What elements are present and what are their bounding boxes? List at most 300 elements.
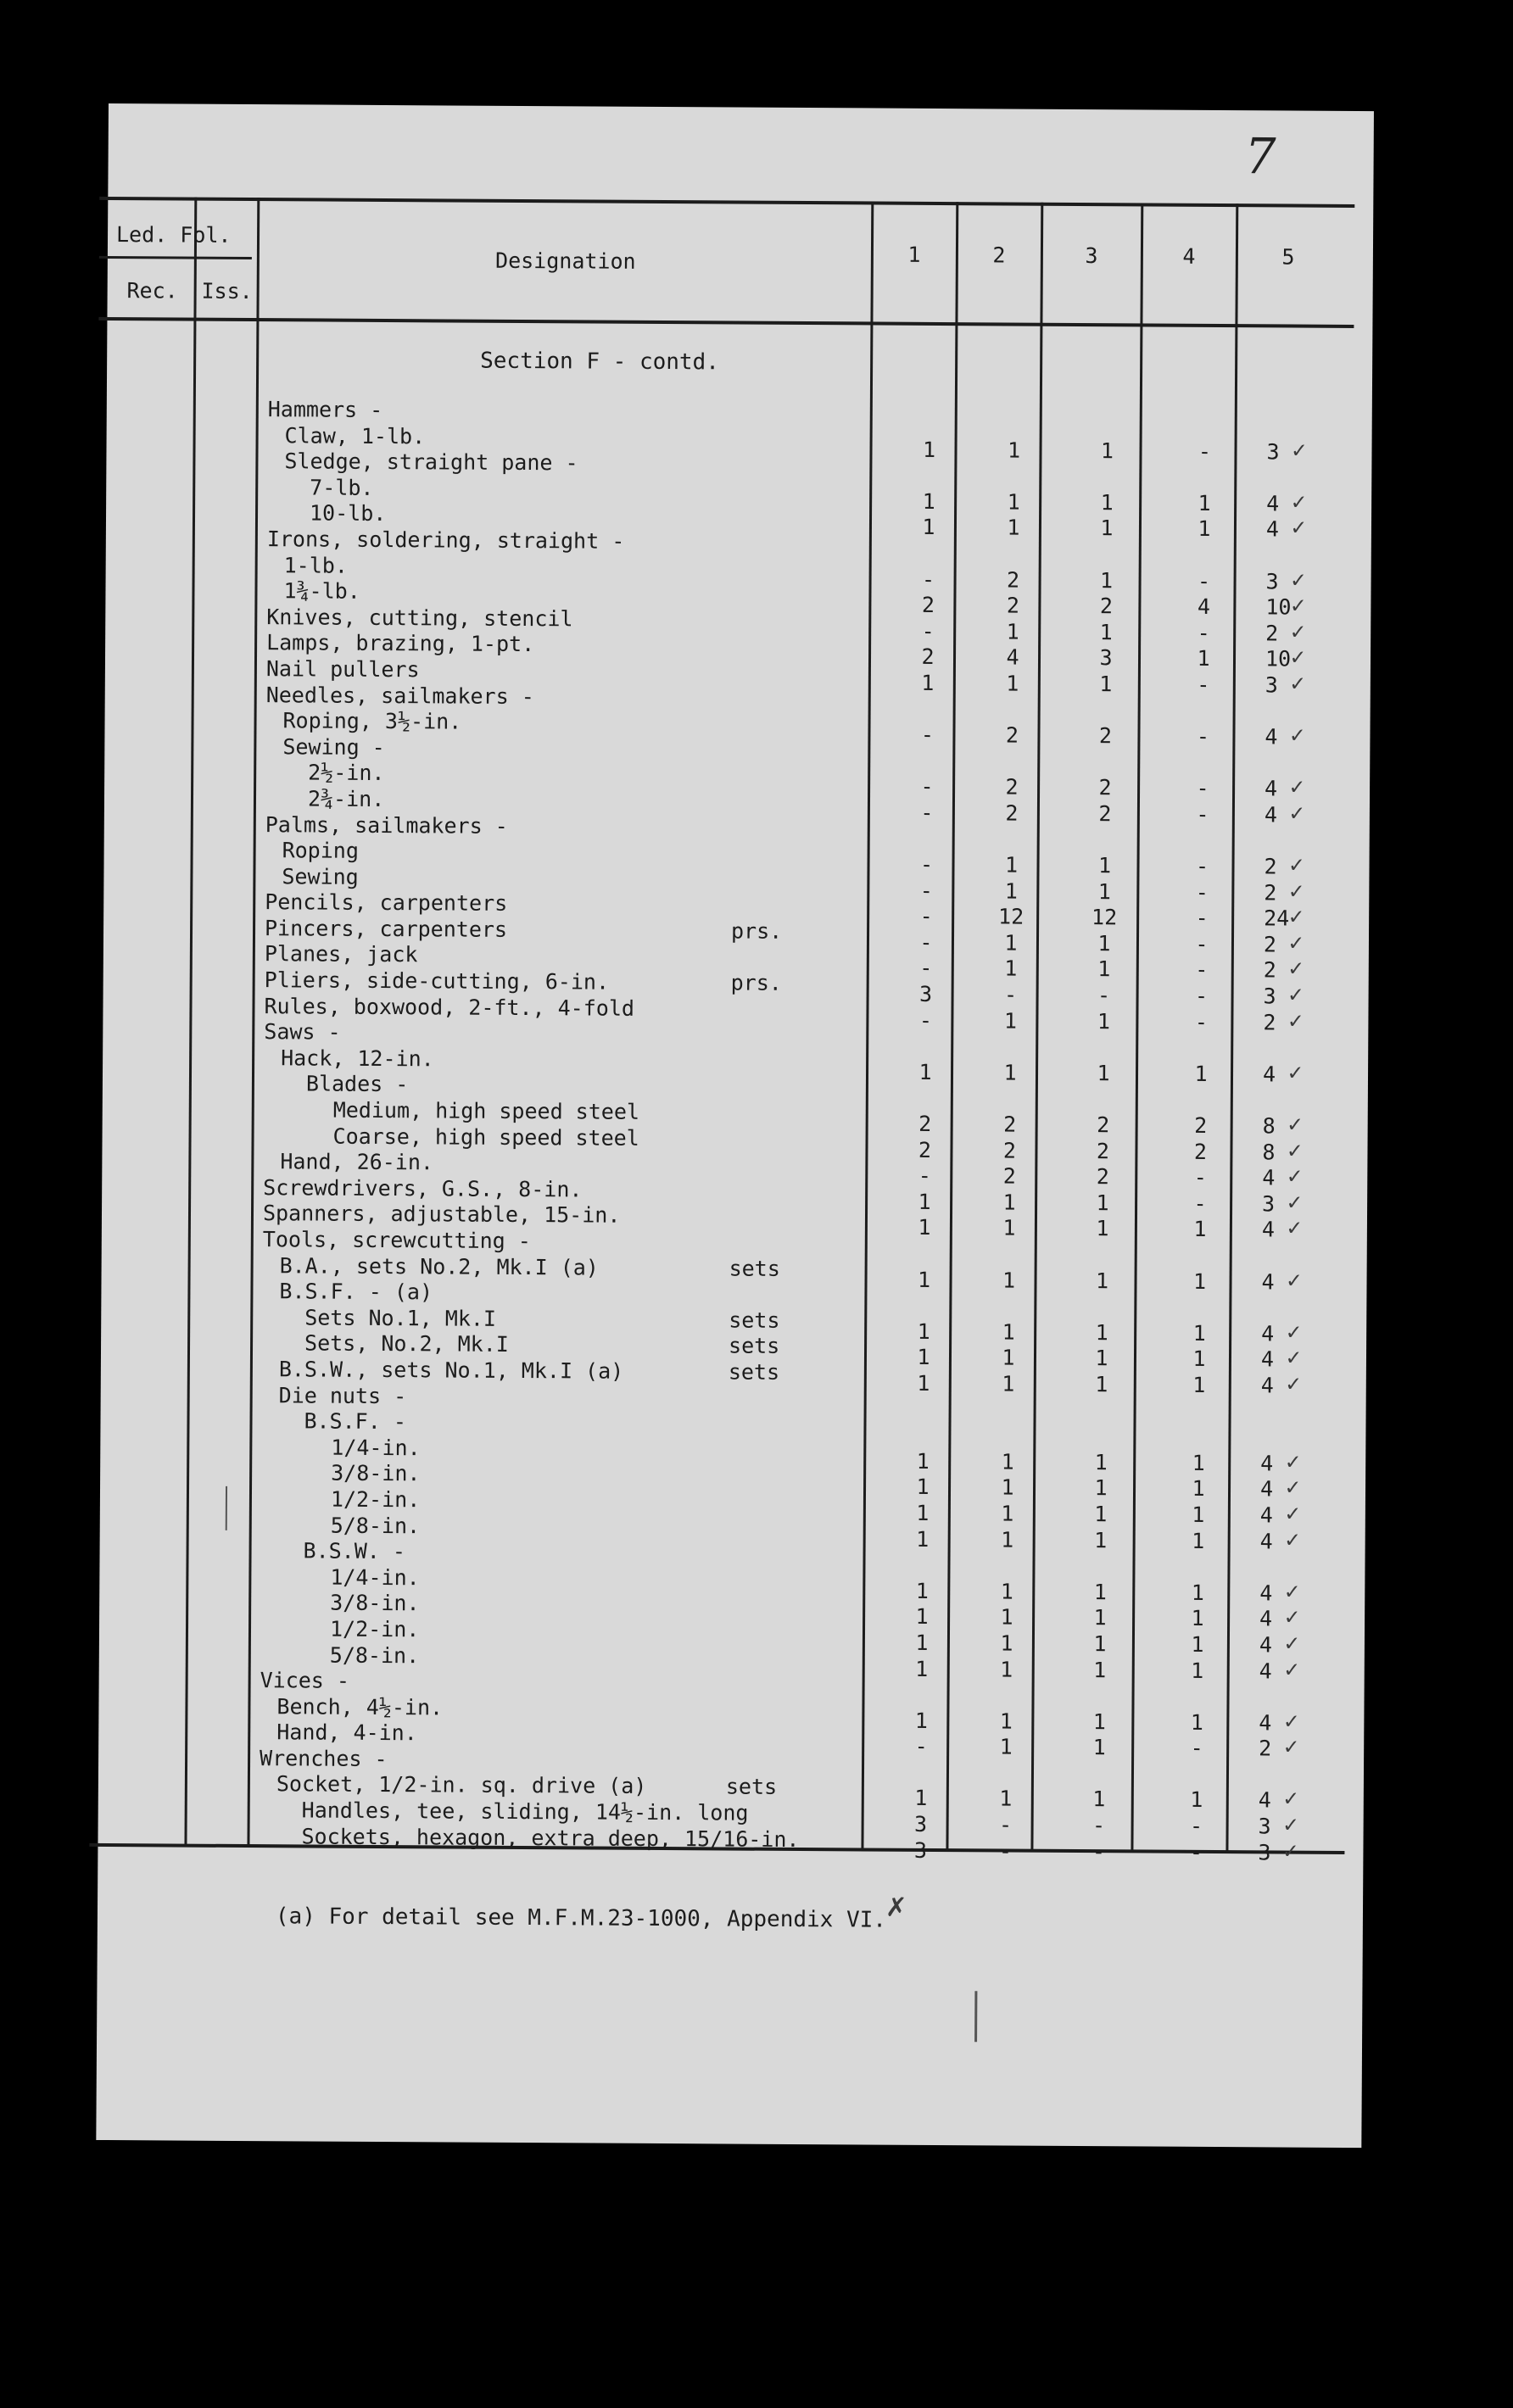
quantity-column-3: 1 <box>1096 1190 1109 1216</box>
quantity-column-2: 1 <box>1000 1656 1013 1682</box>
quantity-column-2: 1 <box>1001 1474 1014 1500</box>
quantity-column-3: - <box>1091 1813 1106 1838</box>
quantity-column-2: 4 <box>1006 644 1019 670</box>
item-designation: Hand, 26-in. <box>280 1149 434 1175</box>
quantity-column-4: 1 <box>1190 1787 1203 1813</box>
quantity-column-2: 1 <box>1000 1630 1013 1656</box>
quantity-column-3: 1 <box>1099 672 1113 697</box>
quantity-column-4: 1 <box>1192 1346 1206 1372</box>
quantity-column-5: 2 <box>1264 854 1277 879</box>
quantity-column-1: - <box>921 618 935 644</box>
quantity-column-4: 1 <box>1197 646 1210 672</box>
quantity-column-2: 1 <box>1000 1579 1013 1604</box>
quantity-column-4: 1 <box>1191 1658 1204 1683</box>
quantity-column-2: 1 <box>1002 1371 1015 1396</box>
quantity-column-5: 4 <box>1259 1580 1273 1606</box>
header-column-3: 3 <box>1085 243 1098 269</box>
check-mark-icon: ✓ <box>1289 851 1304 878</box>
quantity-column-3: 1 <box>1094 1502 1108 1527</box>
quantity-column-1: 1 <box>915 1656 929 1681</box>
quantity-column-4: 2 <box>1194 1112 1208 1138</box>
scan-mark <box>226 1486 227 1530</box>
item-designation: Hand, 4-in. <box>276 1720 417 1746</box>
quantity-column-2: 1 <box>1001 1526 1014 1552</box>
quantity-column-2: 1 <box>1003 1060 1017 1085</box>
item-designation: Sewing - <box>282 733 385 760</box>
quantity-column-5: 3 <box>1265 568 1279 594</box>
quantity-column-3: 1 <box>1094 1527 1108 1552</box>
quantity-column-1: 1 <box>916 1474 930 1500</box>
quantity-column-3: 2 <box>1098 801 1112 827</box>
item-unit: sets <box>728 1359 780 1385</box>
item-designation: Sets, No.2, Mk.I <box>304 1330 509 1357</box>
quantity-column-2: 12 <box>998 904 1024 929</box>
quantity-column-3: 1 <box>1097 956 1111 982</box>
item-unit: sets <box>729 1256 780 1281</box>
header-split-rule <box>99 256 252 259</box>
quantity-column-3: 1 <box>1092 1708 1106 1734</box>
header-bottom-rule <box>98 317 1354 328</box>
item-designation: B.A., sets No.2, Mk.I (a) <box>279 1252 600 1280</box>
scan-mark <box>974 1991 977 2042</box>
check-mark-icon: ✓ <box>1289 903 1304 930</box>
quantity-column-3: 2 <box>1098 775 1112 800</box>
item-designation: 10-lb. <box>309 500 387 527</box>
quantity-column-4: - <box>1193 1165 1207 1190</box>
quantity-column-5: 10 <box>1265 646 1292 672</box>
quantity-column-4: 1 <box>1192 1450 1205 1475</box>
item-unit: prs. <box>730 918 783 944</box>
header-designation: Designation <box>494 248 636 274</box>
table-top-rule <box>99 197 1354 208</box>
header-fol: Fol. <box>180 222 232 248</box>
quantity-column-4: - <box>1197 568 1211 594</box>
quantity-column-2: 1 <box>1004 852 1019 878</box>
quantity-column-5: 4 <box>1265 724 1278 750</box>
item-designation: Sockets, hexagon, extra deep, 15/16-in. <box>301 1824 800 1852</box>
quantity-column-5: 4 <box>1260 1451 1274 1476</box>
quantity-column-1: 1 <box>921 670 935 695</box>
quantity-column-5: 4 <box>1259 1476 1274 1502</box>
quantity-column-1: - <box>919 929 933 955</box>
quantity-column-3: 1 <box>1092 1735 1106 1760</box>
quantity-column-4: 1 <box>1192 1320 1206 1346</box>
quantity-column-2: 2 <box>1005 800 1019 826</box>
quantity-column-4: - <box>1195 879 1209 905</box>
item-unit: sets <box>725 1774 778 1800</box>
item-designation: B.S.F. - <box>304 1408 407 1435</box>
quantity-column-1: - <box>918 1007 933 1033</box>
quantity-column-5: 2 <box>1265 621 1279 646</box>
item-designation: B.S.W. - <box>303 1538 406 1564</box>
quantity-column-4: - <box>1196 723 1210 750</box>
check-mark-icon: ✓ <box>1288 1007 1303 1034</box>
header-iss: Iss. <box>201 278 253 304</box>
quantity-column-4: 1 <box>1198 490 1211 516</box>
quantity-column-2: 2 <box>1005 722 1019 748</box>
item-designation: Needles, sailmakers - <box>265 682 534 709</box>
quantity-column-2: 1 <box>1004 930 1018 956</box>
quantity-column-2: 1 <box>1001 1501 1014 1526</box>
check-mark-icon: ✓ <box>1284 1733 1298 1760</box>
quantity-column-1: 1 <box>918 1059 932 1084</box>
item-designation: Roping, 3½-in. <box>282 708 462 734</box>
check-mark-icon: ✓ <box>1291 514 1306 542</box>
quantity-column-5: 4 <box>1259 1710 1272 1736</box>
quantity-column-5: 8 <box>1262 1113 1276 1139</box>
item-designation: 1/4-in. <box>331 1435 421 1461</box>
quantity-column-4: - <box>1195 906 1209 931</box>
item-unit: sets <box>729 1307 780 1333</box>
quantity-column-5: 4 <box>1261 1217 1276 1242</box>
check-mark-icon: ✓ <box>1286 1370 1301 1397</box>
item-designation: Medium, high speed steel <box>332 1097 640 1124</box>
header-led-fol <box>116 224 286 246</box>
quantity-column-1: 1 <box>915 1630 929 1655</box>
quantity-column-4: - <box>1195 957 1209 983</box>
quantity-column-5: 4 <box>1264 802 1278 828</box>
quantity-column-4: - <box>1193 1190 1207 1216</box>
quantity-column-2: - <box>998 1838 1013 1864</box>
quantity-column-4: - <box>1197 620 1210 645</box>
quantity-column-4: 1 <box>1192 1476 1205 1502</box>
check-mark-icon: ✓ <box>1287 1137 1302 1164</box>
quantity-column-4: - <box>1196 776 1209 801</box>
item-designation: Wrenches - <box>259 1745 388 1771</box>
quantity-column-1: - <box>920 774 934 800</box>
section-title: Section F - contd. <box>480 348 720 376</box>
quantity-column-4: 1 <box>1191 1631 1204 1657</box>
check-mark-icon: ✓ <box>1285 1578 1299 1605</box>
quantity-column-1: - <box>918 1163 931 1189</box>
quantity-column-4: - <box>1194 1009 1209 1034</box>
quantity-column-5: 3 <box>1263 984 1276 1009</box>
quantity-column-3: 2 <box>1098 723 1113 749</box>
quantity-column-3: 1 <box>1100 438 1114 463</box>
quantity-column-3: 12 <box>1091 905 1118 930</box>
quantity-column-2: 2 <box>1005 774 1019 800</box>
check-mark-icon: ✓ <box>1283 1811 1298 1838</box>
quantity-column-1: - <box>919 878 933 903</box>
quantity-column-1: 1 <box>916 1526 930 1552</box>
quantity-column-4: 4 <box>1197 594 1211 620</box>
header-column-4: 4 <box>1182 243 1196 269</box>
quantity-column-1: 1 <box>916 1500 930 1525</box>
item-designation: Sewing <box>282 863 359 889</box>
quantity-column-2: 2 <box>1002 1138 1017 1163</box>
check-mark-icon: ✓ <box>1286 1344 1301 1371</box>
check-mark-icon: ✓ <box>1286 1448 1300 1475</box>
item-designation: Lamps, brazing, 1-pt. <box>266 630 535 657</box>
quantity-column-5: 4 <box>1262 1062 1276 1087</box>
quantity-column-4: - <box>1190 1736 1203 1761</box>
quantity-column-2: 2 <box>1006 567 1020 593</box>
check-mark-icon: ✓ <box>1283 1837 1298 1865</box>
quantity-column-4: 1 <box>1191 1580 1204 1605</box>
item-designation: Hack, 12-in. <box>281 1045 434 1072</box>
header-led: Led. <box>115 222 168 248</box>
check-mark-icon: ✓ <box>1288 929 1304 956</box>
quantity-column-3: 1 <box>1099 619 1113 644</box>
quantity-column-2: 1 <box>999 1708 1013 1734</box>
header-column-2: 2 <box>992 242 1006 268</box>
quantity-column-4: - <box>1195 931 1209 956</box>
item-designation: Pincers, carpenters <box>264 916 508 942</box>
check-mark-icon: ✓ <box>1292 437 1306 464</box>
quantity-column-4: - <box>1194 983 1209 1008</box>
quantity-column-1: - <box>919 904 933 929</box>
quantity-column-5: 4 <box>1261 1268 1275 1295</box>
quantity-column-1: 1 <box>915 1604 929 1630</box>
quantity-column-3: 1 <box>1099 567 1114 593</box>
quantity-column-3: - <box>1091 1838 1106 1864</box>
quantity-column-1: 3 <box>918 981 933 1007</box>
quantity-column-5: 4 <box>1266 491 1280 516</box>
quantity-column-2: 1 <box>999 1734 1013 1759</box>
quantity-column-4: - <box>1189 1813 1203 1838</box>
quantity-column-3: 1 <box>1095 1268 1109 1293</box>
footnote-cross-mark: ✗ <box>885 1886 907 1924</box>
quantity-column-2: 1 <box>1002 1319 1015 1345</box>
check-mark-icon: ✓ <box>1291 566 1305 594</box>
quantity-column-3: 1 <box>1094 1449 1108 1474</box>
check-mark-icon: ✓ <box>1290 773 1304 800</box>
check-mark-icon: ✓ <box>1287 1267 1301 1294</box>
item-designation: Socket, 1/2-in. sq. drive (a) <box>276 1771 647 1799</box>
quantity-column-4: - <box>1195 853 1209 879</box>
quantity-column-5: 2 <box>1263 932 1277 957</box>
quantity-column-3: 1 <box>1093 1579 1107 1604</box>
quantity-column-2: 1 <box>1006 671 1019 696</box>
quantity-column-2: 1 <box>1007 515 1020 540</box>
quantity-column-1: 1 <box>917 1267 931 1292</box>
quantity-column-4: - <box>1196 801 1209 827</box>
check-mark-icon: ✓ <box>1289 800 1304 827</box>
item-designation: Saws - <box>264 1019 341 1045</box>
item-designation: 1/4-in. <box>330 1564 420 1590</box>
quantity-column-1: 1 <box>915 1578 929 1603</box>
quantity-column-2: 1 <box>1002 1345 1015 1370</box>
check-mark-icon: ✓ <box>1287 1111 1303 1138</box>
item-designation: 1¾-lb. <box>283 578 360 604</box>
check-mark-icon: ✓ <box>1285 1526 1300 1553</box>
item-designation: Hammers - <box>267 397 383 422</box>
item-designation: Tools, screwcutting - <box>262 1227 531 1254</box>
check-mark-icon: ✓ <box>1285 1603 1299 1630</box>
quantity-column-5: 4 <box>1261 1321 1275 1346</box>
quantity-column-4: 1 <box>1192 1372 1206 1397</box>
quantity-column-4: 1 <box>1191 1606 1204 1631</box>
quantity-column-3: 3 <box>1099 645 1113 671</box>
item-designation: B.S.W., sets No.1, Mk.I (a) <box>278 1357 624 1384</box>
item-designation: Rules, boxwood, 2-ft., 4-fold <box>264 993 635 1021</box>
item-designation: Blades - <box>305 1071 409 1097</box>
quantity-column-2: 1 <box>1004 878 1018 904</box>
item-designation: 3/8-in. <box>331 1460 421 1486</box>
item-designation: Claw, 1-lb. <box>284 422 426 449</box>
check-mark-icon: ✓ <box>1284 1656 1299 1683</box>
check-mark-icon: ✓ <box>1288 955 1304 983</box>
quantity-column-2: 1 <box>1007 489 1020 515</box>
quantity-column-2: 1 <box>1003 1008 1018 1034</box>
quantity-column-3: 1 <box>1100 489 1114 516</box>
quantity-column-1: - <box>920 800 934 825</box>
quantity-column-2: 1 <box>999 1786 1013 1812</box>
page-number: 7 <box>1244 127 1276 186</box>
quantity-column-4: - <box>1189 1839 1203 1865</box>
header-column-1: 1 <box>907 242 921 267</box>
quantity-column-5: 8 <box>1262 1139 1276 1165</box>
item-designation: 2½-in. <box>308 760 385 786</box>
quantity-column-3: 1 <box>1095 1346 1108 1371</box>
quantity-column-1: 1 <box>922 437 936 462</box>
quantity-column-1: - <box>914 1734 928 1759</box>
check-mark-icon: ✓ <box>1289 878 1304 905</box>
quantity-column-5: 4 <box>1265 776 1278 801</box>
check-mark-icon: ✓ <box>1290 644 1305 671</box>
quantity-column-3: 2 <box>1096 1164 1109 1190</box>
check-mark-icon: ✓ <box>1283 1785 1298 1813</box>
item-unit: prs. <box>730 970 782 995</box>
item-designation: Pencils, carpenters <box>265 889 508 917</box>
quantity-column-2: 1 <box>1002 1268 1016 1293</box>
quantity-column-2: 2 <box>1002 1163 1016 1189</box>
quantity-column-1: 1 <box>922 488 935 514</box>
quantity-column-1: 1 <box>914 1786 928 1811</box>
quantity-column-5: 4 <box>1259 1606 1273 1631</box>
quantity-column-3: 1 <box>1100 516 1114 541</box>
quantity-column-1: - <box>921 566 935 592</box>
quantity-column-5: 24 <box>1264 906 1290 931</box>
item-unit: sets <box>728 1333 780 1359</box>
item-list <box>98 396 1371 1865</box>
quantity-column-5: 2 <box>1263 957 1276 983</box>
item-designation: 5/8-in. <box>330 1513 421 1538</box>
quantity-column-2: 2 <box>1003 1112 1017 1137</box>
item-designation: Handles, tee, sliding, 14½-in. long <box>301 1798 749 1826</box>
quantity-column-5: 4 <box>1259 1502 1274 1528</box>
quantity-column-5: 4 <box>1265 516 1280 542</box>
quantity-column-2: 1 <box>1000 1604 1013 1630</box>
check-mark-icon: ✓ <box>1292 488 1306 516</box>
quantity-column-3: 2 <box>1096 1138 1110 1163</box>
quantity-column-1: 3 <box>914 1811 928 1837</box>
quantity-column-1: 2 <box>918 1137 932 1162</box>
quantity-column-4: 1 <box>1194 1061 1208 1086</box>
quantity-column-5: 3 <box>1258 1839 1271 1865</box>
quantity-column-4: 1 <box>1192 1528 1205 1553</box>
item-designation: Pliers, side-cutting, 6-in. <box>264 967 610 995</box>
item-designation: Sets No.1, Mk.I <box>304 1305 497 1331</box>
item-designation: Bench, 4½-in. <box>276 1693 444 1720</box>
quantity-column-4: 1 <box>1192 1502 1205 1527</box>
quantity-column-5: 4 <box>1258 1787 1271 1813</box>
item-designation: Screwdrivers, G.S., 8-in. <box>263 1174 583 1202</box>
check-mark-icon: ✓ <box>1291 592 1305 619</box>
item-designation: Roping <box>282 838 360 863</box>
item-designation: 3/8-in. <box>330 1590 420 1616</box>
check-mark-icon: ✓ <box>1284 1630 1299 1657</box>
quantity-column-1: 1 <box>917 1318 930 1344</box>
item-designation: 1/2-in. <box>329 1616 420 1642</box>
quantity-column-3: 1 <box>1095 1319 1108 1346</box>
quantity-column-3: 1 <box>1092 1786 1106 1812</box>
item-designation: Spanners, adjustable, 15-in. <box>262 1201 621 1229</box>
item-designation: Nail pullers <box>265 656 420 683</box>
quantity-column-3: 1 <box>1097 931 1111 956</box>
quantity-column-5: 2 <box>1263 1009 1276 1035</box>
quantity-column-3: 1 <box>1094 1475 1108 1501</box>
quantity-column-1: 1 <box>914 1708 928 1733</box>
check-mark-icon: ✓ <box>1287 1162 1302 1190</box>
quantity-column-3: 1 <box>1097 1060 1110 1086</box>
quantity-column-1: 1 <box>922 515 935 540</box>
quantity-column-5: 2 <box>1259 1736 1272 1761</box>
quantity-column-3: 1 <box>1095 1372 1108 1397</box>
check-mark-icon: ✓ <box>1288 981 1303 1008</box>
quantity-column-5: 10 <box>1265 594 1292 620</box>
quantity-column-3: 1 <box>1097 878 1111 904</box>
quantity-column-1: 3 <box>913 1837 928 1863</box>
check-mark-icon: ✓ <box>1287 1059 1303 1086</box>
quantity-column-1: 2 <box>921 644 935 670</box>
quantity-column-2: 1 <box>1004 956 1018 982</box>
quantity-column-5: 3 <box>1266 438 1280 465</box>
quantity-column-2: 1 <box>1007 438 1021 463</box>
item-designation: 7-lb. <box>310 475 374 500</box>
quantity-column-3: 1 <box>1093 1657 1107 1682</box>
quantity-column-2: 1 <box>1002 1190 1016 1215</box>
quantity-column-1: 1 <box>916 1448 930 1474</box>
footnote: (a) For detail see M.F.M.23-1000, Appendix VI. <box>275 1904 887 1933</box>
check-mark-icon: ✓ <box>1287 1318 1301 1346</box>
quantity-column-5: 4 <box>1259 1632 1273 1658</box>
quantity-column-1: 1 <box>918 1215 931 1240</box>
item-designation: 5/8-in. <box>329 1642 420 1668</box>
quantity-column-1: - <box>920 722 935 748</box>
quantity-column-5: 4 <box>1262 1165 1276 1190</box>
item-designation: Sledge, straight pane - <box>284 449 578 476</box>
quantity-column-3: 1 <box>1097 1008 1111 1034</box>
quantity-column-5: 2 <box>1264 880 1277 906</box>
quantity-column-2: 1 <box>1002 1215 1016 1240</box>
item-designation: Coarse, high speed steel <box>332 1123 639 1151</box>
quantity-column-5: 3 <box>1262 1191 1276 1217</box>
item-designation: Die nuts - <box>278 1382 407 1408</box>
quantity-column-2: - <box>1003 982 1018 1007</box>
check-mark-icon: ✓ <box>1285 1474 1300 1501</box>
quantity-column-3: 2 <box>1097 1112 1110 1138</box>
item-designation: B.S.F. - (a) <box>279 1279 433 1305</box>
quantity-column-4: 1 <box>1190 1709 1203 1735</box>
item-designation: 1/2-in. <box>330 1486 421 1513</box>
quantity-column-1: 1 <box>917 1345 930 1370</box>
quantity-column-2: - <box>998 1812 1013 1837</box>
item-designation: Vices - <box>260 1668 350 1693</box>
quantity-column-3: 1 <box>1096 1216 1109 1241</box>
header-column-5: 5 <box>1281 244 1295 270</box>
check-mark-icon: ✓ <box>1285 1500 1300 1527</box>
quantity-column-4: 2 <box>1193 1139 1208 1164</box>
quantity-column-3: 1 <box>1097 853 1112 878</box>
check-mark-icon: ✓ <box>1287 1214 1302 1242</box>
document-page <box>96 103 1374 2148</box>
quantity-column-4: 1 <box>1192 1268 1207 1294</box>
quantity-column-4: 1 <box>1193 1217 1207 1242</box>
item-designation: Planes, jack <box>264 941 418 967</box>
quantity-column-1: 2 <box>921 593 935 618</box>
item-designation: Knives, cutting, stencil <box>266 604 573 632</box>
